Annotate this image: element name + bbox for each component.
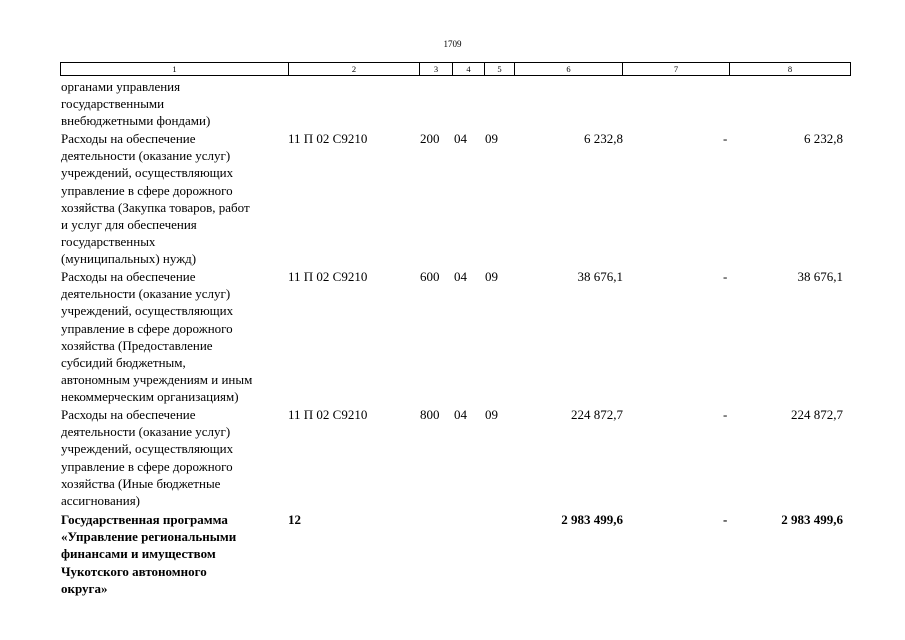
- row-section: 04: [454, 131, 467, 146]
- row-subsection: 09: [485, 269, 498, 284]
- row-total: 6 232,8: [804, 131, 843, 146]
- header-col-1: 1: [172, 64, 177, 74]
- row-amount: 6 232,8: [584, 131, 623, 146]
- row-name: Расходы на обеспечение деятельности (оказание услуг) учреждений, осуществляющих управление в сфере дорожного хозяйства (Предоставление субсидий бюджетным, автономным учреждениям и иным некоммерческим организациям): [61, 269, 253, 405]
- page-number: 1709: [443, 39, 462, 49]
- header-col-3: 3: [419, 63, 452, 75]
- row-target-code: 11 П 02 С9210: [288, 269, 368, 284]
- row-col7: -: [723, 131, 728, 146]
- row-amount: 38 676,1: [577, 269, 623, 284]
- row-target-code: 11 П 02 С9210: [288, 131, 368, 146]
- row-name: Расходы на обеспечение деятельности (оказание услуг) учреждений, осуществляющих управление в сфере дорожного хозяйства (Закупка товаров, работ и услуг для обеспечения государственных (муниципальных) нужд): [61, 131, 250, 267]
- header-col-6: 6: [514, 63, 622, 75]
- header-col-2: 2: [288, 63, 419, 75]
- row-col7: -: [723, 407, 728, 422]
- table-header-row: [60, 62, 851, 76]
- row-col7: -: [723, 512, 728, 527]
- row-expense-type: 600: [420, 269, 440, 284]
- header-col-8: 8: [729, 63, 850, 75]
- row-subsection: 09: [485, 407, 498, 422]
- row-target-code: 11 П 02 С9210: [288, 407, 368, 422]
- row-total: 38 676,1: [797, 269, 843, 284]
- row-section: 04: [454, 407, 467, 422]
- row-amount: 2 983 499,6: [561, 512, 623, 527]
- row-total: 2 983 499,6: [781, 512, 843, 527]
- header-col-7: 7: [622, 63, 729, 75]
- row-col7: -: [723, 269, 728, 284]
- row-total: 224 872,7: [791, 407, 843, 422]
- row-section: 04: [454, 269, 467, 284]
- row-name: Расходы на обеспечение деятельности (оказание услуг) учреждений, осуществляющих управление в сфере дорожного хозяйства (Иные бюджетные ассигнования): [61, 407, 234, 509]
- row-expense-type: 200: [420, 131, 440, 146]
- row-expense-type: 800: [420, 407, 440, 422]
- row-subsection: 09: [485, 131, 498, 146]
- row-name: Государственная программа «Управление региональными финансами и имуществом Чукотского автономного округа»: [61, 512, 237, 596]
- row-name: органами управления государственными внебюджетными фондами): [61, 79, 211, 129]
- header-col-4: 4: [452, 63, 484, 75]
- header-col-5: 5: [484, 63, 514, 75]
- row-amount: 224 872,7: [571, 407, 623, 422]
- row-target-code: 12: [288, 512, 301, 527]
